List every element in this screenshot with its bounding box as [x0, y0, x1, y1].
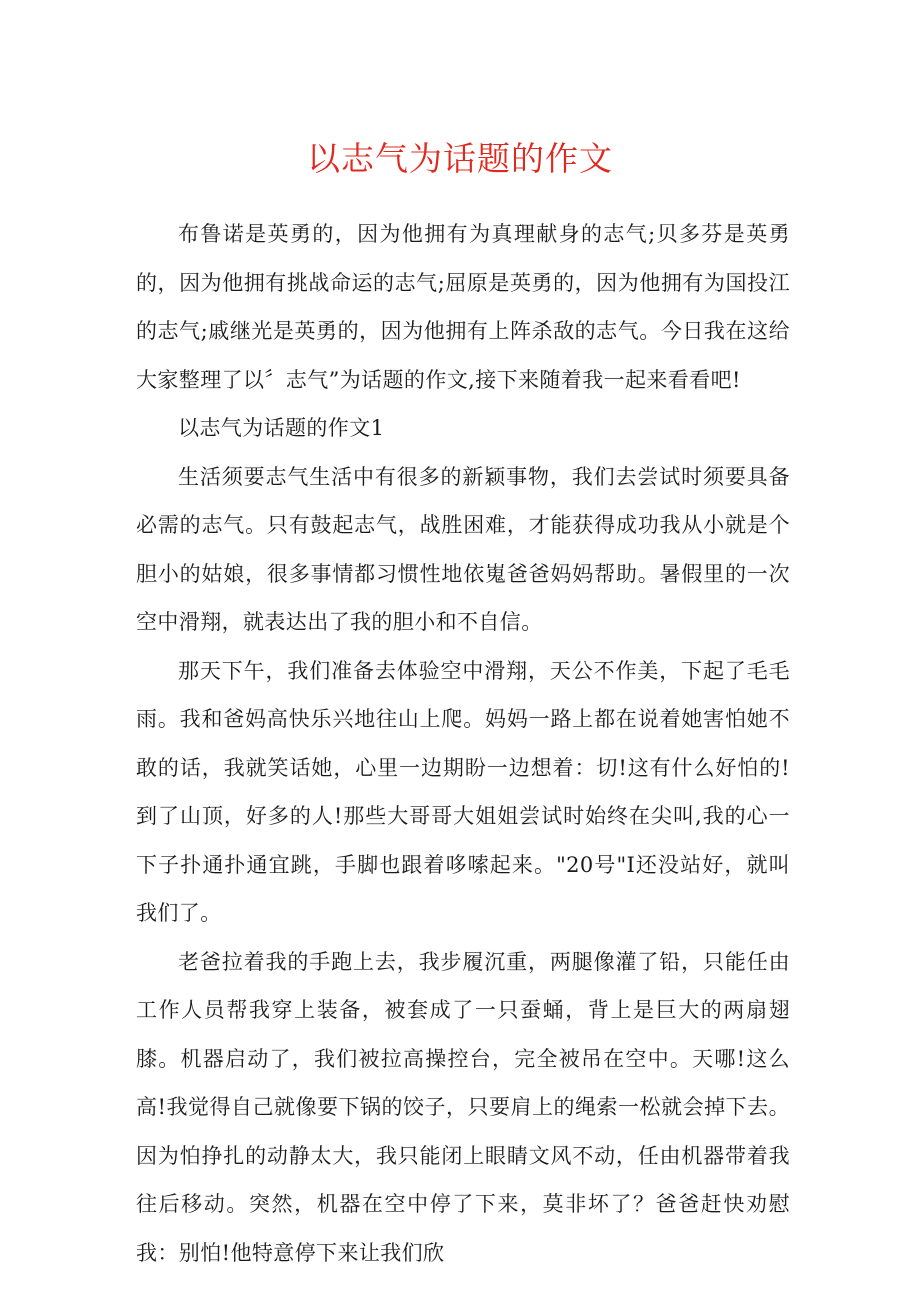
body-paragraph-2: 那天下午，我们准备去体验空中滑翔，天公不作美，下起了毛毛雨。我和爸妈高快乐兴地往山上爬。妈妈一路上都在说着她害怕她不敢的话，我就笑话她，心里一边期盼一边想着：切!这有什么好怕的!到了山顶，好多的人!那些大哥哥大姐姐尝试时始终在尖叫,我的心一下子扑通扑通宜跳，手脚也跟着哆嗦起来。"20号"I还没站好，就叫我们了。: [136, 658, 790, 925]
essay-heading: 以志气为话题的作文1: [178, 416, 385, 440]
document-title: 以志气为话题的作文: [307, 139, 613, 178]
body-paragraph-1: 生活须要志气生活中有很多的新颖事物，我们去尝试时须要具备必需的志气。只有鼓起志气，战胜困难，才能获得成功我从小就是个胆小的姑娘，很多事情都习惯性地依嵬爸爸妈妈帮助。暑假里的一次空中滑翔，就表达出了我的胆小和不自信。: [136, 464, 790, 634]
intro-paragraph: 布鲁诺是英勇的，因为他拥有为真理献身的志气;贝多芬是英勇的，因为他拥有挑战命运的志气;屈原是英勇的，因为他拥有为国投江的志气;戚继光是英勇的，因为他拥有上阵杀敌的志气。今日我在这给大家整理了以〞志气”为话题的作文,接下来随着我一起来看看吧!: [136, 222, 790, 392]
document-body: [136, 210, 790, 1277]
body-paragraph-3: 老爸拉着我的手跑上去，我步履沉重，两腿像灌了铅，只能任由工作人员帮我穿上装备，被套成了一只蚕蛹，背上是巨大的两扇翅膝。机器启动了，我们被拉高操控台，完全被吊在空中。天哪!这么高!我觉得自己就像要下锅的饺子，只要肩上的绳索一松就会掉下去。因为怕挣扎的动静太大，我只能闭上眼睛文风不动，任由机器带着我往后移动。突然，机器在空中停了下来，莫非坏了？爸爸赶快劝慰我：别怕!他特意停下来让我们欣: [136, 949, 790, 1265]
